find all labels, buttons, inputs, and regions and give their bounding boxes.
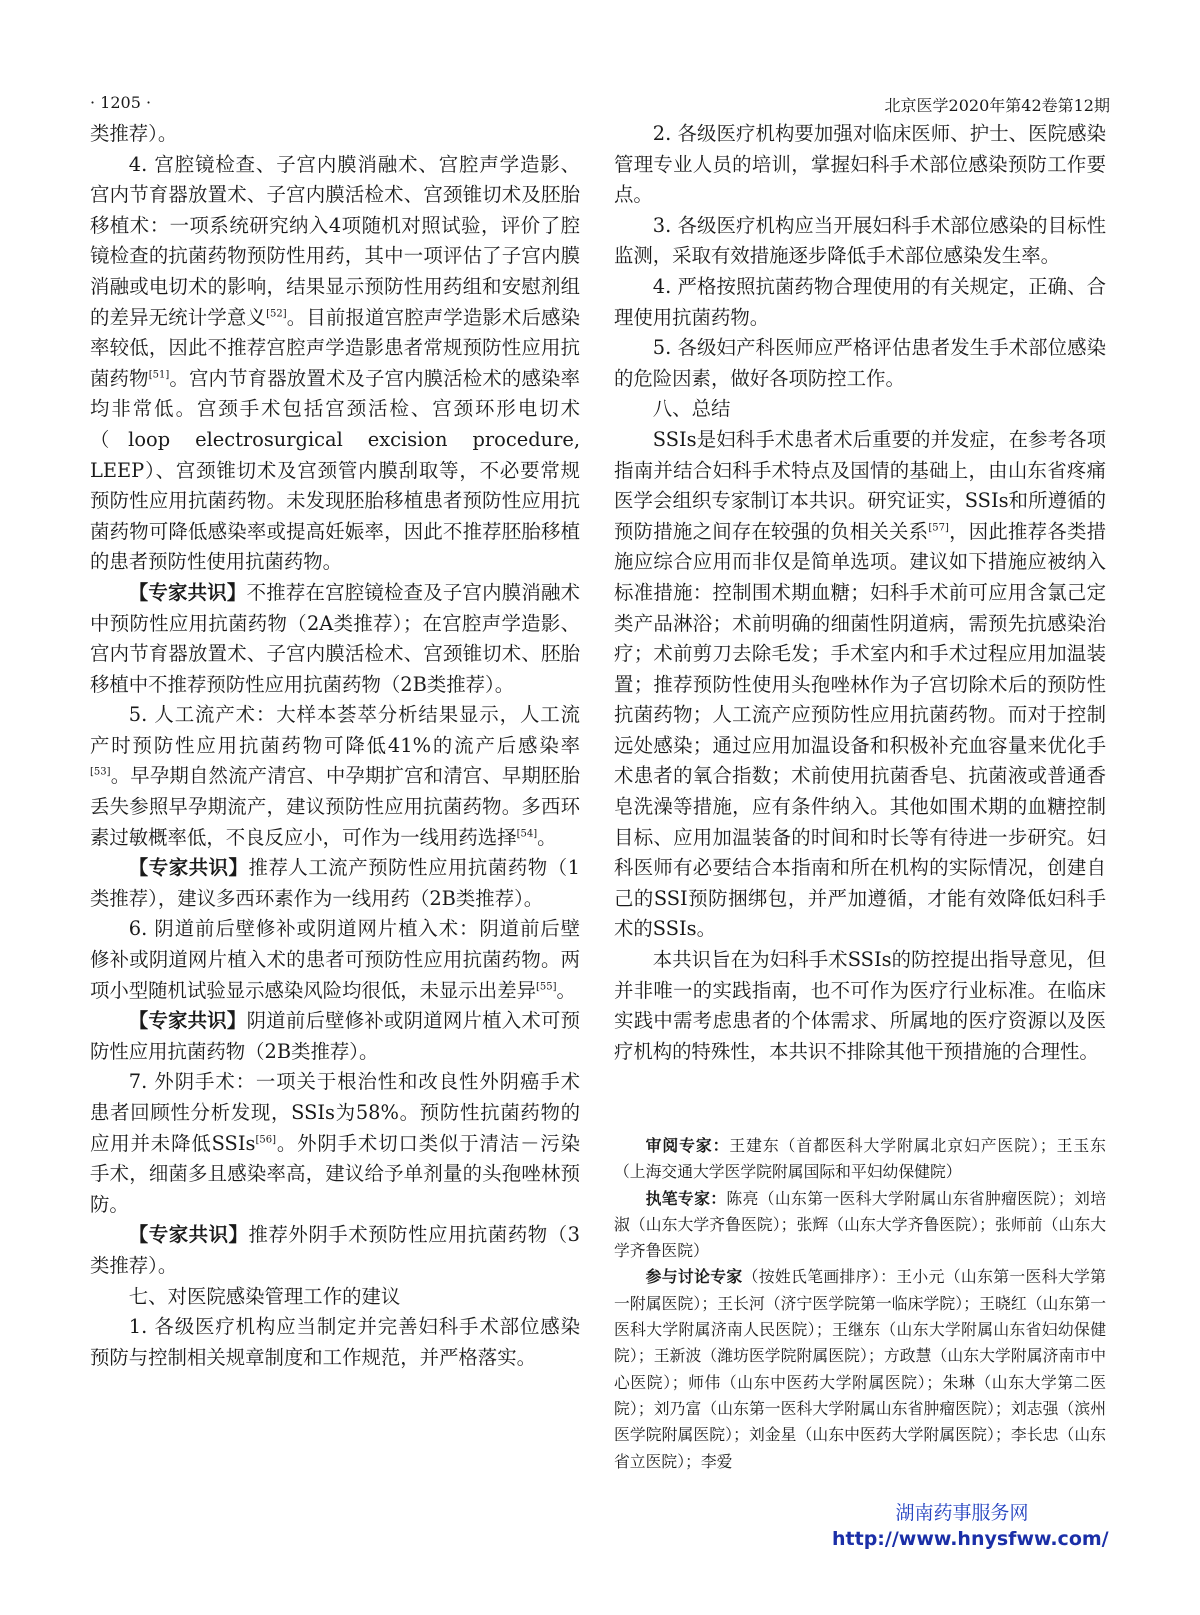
discussion-label: 参与讨论专家 bbox=[645, 1267, 743, 1287]
writing-experts: 执笔专家：陈亮（山东第一医科大学附属山东省肿瘤医院）；刘培淑（山东大学齐鲁医院）；张辉（山东大学齐鲁医院）；张师前（山东大学齐鲁医院） bbox=[614, 1188, 1106, 1261]
citation: [52] bbox=[266, 308, 287, 320]
section-heading: 八、总结 bbox=[652, 397, 731, 421]
paragraph: 4. 严格按照抗菌药物合理使用的有关规定，正确、合理使用抗菌药物。 bbox=[614, 274, 1106, 329]
citation: [56] bbox=[255, 1134, 276, 1146]
consensus-block: 【专家共识】不推荐在宫腔镜检查及子宫内膜消融术中预防性应用抗菌药物（2A类推荐）；在宫腔声学造影、宫内节育器放置术、子宫内膜活检术、宫颈锥切术、胚胎移植中不推荐预防性应用抗菌药物（2B类推荐）。 bbox=[90, 580, 581, 696]
contributors-block bbox=[614, 1133, 1106, 1475]
watermark bbox=[832, 1500, 1109, 1552]
citation: [53] bbox=[90, 767, 111, 778]
consensus-block: 【专家共识】推荐人工流产预防性应用抗菌药物（1类推荐），建议多西环素作为一线用药（2B类推荐）。 bbox=[90, 856, 581, 910]
paragraph: 类推荐）。 bbox=[90, 122, 178, 145]
consensus-block: 【专家共识】阴道前后壁修补或阴道网片植入术可预防性应用抗菌药物（2B类推荐）。 bbox=[90, 1009, 581, 1063]
consensus-block: 【专家共识】推荐外阴手术预防性应用抗菌药物（3类推荐）。 bbox=[90, 1223, 581, 1277]
citation: [55] bbox=[535, 981, 557, 993]
paragraph-disclaimer: 本共识旨在为妇科手术SSIs的防控提出指导意见，但并非唯一的实践指南，也不可作为医疗行业标准。在临床实践中需考虑患者的个体需求、所属地的医疗资源以及医疗机构的特殊性，本共识不排除其他干预措施的合理性。 bbox=[614, 948, 1106, 1063]
left-column bbox=[90, 119, 580, 1373]
watermark-url: http://www.hnysfww.com/ bbox=[832, 1528, 1109, 1550]
paragraph-vaginal-repair: 6. 阴道前后壁修补或阴道网片植入术：阴道前后壁修补或阴道网片植入术的患者可预防性应用抗菌药物。两项小型随机试验显示感染风险均很低，未显示出差异[55]。 bbox=[90, 917, 580, 1002]
consensus-label: 【专家共识】 bbox=[128, 580, 247, 604]
paragraph-summary: SSIs是妇科手术患者术后重要的并发症，在参考各项指南并结合妇科手术特点及国情的基础上，由山东省疼痛医学会组织专家制订本共识。研究证实，SSIs和所遵循的预防措施之间存在较强的负相关关系[57]，因此推荐各类措施应综合应用而非仅是简单选项。建议如下措施应被纳入标准措施：控制围术期血糖；妇科手术前可应用含氯己定类产品淋浴；术前明确的细菌性阴道病，需预先抗感染治疗；术前剪刀去除毛发；手术室内和手术过程应用加温装置；推荐预防性使用头孢唑林作为子宫切除术后的预防性抗菌药物；人工流产应预防性应用抗菌药物。而对于控制远处感染；通过应用加温设备和积极补充血容量来优化手术患者的氧合指数；术前使用抗菌香皂、抗菌液或普通香皂洗澡等措施，应有条件纳入。其他如围术期的血糖控制目标、应用加温装备的时间和时长等有待进一步研究。妇科医师有必要结合本指南和所在机构的实际情况，创建自己的SSI预防捆绑包，并严加遵循，才能有效降低妇科手术的SSIs。 bbox=[614, 427, 1106, 941]
paragraph-vulvar-surgery: 7. 外阴手术：一项关于根治性和改良性外阴癌手术患者回顾性分析发现，SSIs为58%。预防性抗菌药物的应用并未降低SSIs[56]。外阴手术切口类似于清洁－污染手术，细菌多且感染率高，建议给予单剂量的头孢唑林预防。 bbox=[90, 1070, 581, 1216]
paragraph-hysteroscopy: 4. 宫腔镜检查、子宫内膜消融术、宫腔声学造影、宫内节育器放置术、子宫内膜活检术、宫颈锥切术及胚胎移植术：一项系统研究纳入4项随机对照试验，评价了腔镜检查的抗菌药物预防性用药，其中一项评估了子宫内膜消融或电切术的影响，结果显示预防性用药组和安慰剂组的差异无统计学意义[52]。目前报道宫腔声学造影术后感染率较低，因此不推荐宫腔声学造影患者常规预防性应用抗菌药物[51]。宫内节育器放置术及子宫内膜活检术的感染率均非常低。宫颈手术包括宫颈活检、宫颈环形电切术（loop electrosurgical excision procedure, LEEP）、宫颈锥切术及宫颈管内膜刮取等，不必要常规预防性应用抗菌药物。未发现胚胎移植患者预防性应用抗菌药物可降低感染率或提高妊娠率，因此不推荐胚胎移植的患者预防性使用抗菌药物。 bbox=[90, 152, 581, 574]
review-experts: 审阅专家：王建东（首都医科大学附属北京妇产医院）；王玉东（上海交通大学医学院附属国际和平妇幼保健院） bbox=[614, 1136, 1106, 1182]
consensus-label: 【专家共识】 bbox=[128, 1223, 249, 1247]
journal-title: 北京医学2020年第42卷第12期 bbox=[884, 96, 1110, 115]
watermark-name: 湖南药事服务网 bbox=[895, 1502, 1029, 1524]
paragraph: 3. 各级医疗机构应当开展妇科手术部位感染的目标性监测，采取有效措施逐步降低手术部位感染发生率。 bbox=[614, 213, 1106, 268]
page-header bbox=[90, 93, 1110, 117]
right-column bbox=[614, 119, 1106, 1067]
writing-label: 执笔专家： bbox=[645, 1188, 727, 1208]
review-label: 审阅专家： bbox=[645, 1136, 730, 1155]
section-heading: 七、对医院感染管理工作的建议 bbox=[128, 1284, 401, 1308]
citation: [57] bbox=[928, 522, 949, 534]
consensus-label: 【专家共识】 bbox=[128, 856, 249, 880]
paragraph: 2. 各级医疗机构要加强对临床医师、护士、医院感染管理专业人员的培训，掌握妇科手术部位感染预防工作要点。 bbox=[614, 122, 1106, 207]
page-number: · 1205 · bbox=[90, 93, 152, 112]
citation: [54] bbox=[516, 828, 538, 840]
citation: [51] bbox=[148, 369, 170, 381]
paragraph: 1. 各级医疗机构应当制定并完善妇科手术部位感染预防与控制相关规章制度和工作规范，并严格落实。 bbox=[90, 1315, 580, 1369]
discussion-experts: 参与讨论专家（按姓氏笔画排序）：王小元（山东第一医科大学第一附属医院）；王长河（济宁医学院第一临床学院）；王晓红（山东第一医科大学附属济南人民医院）；王继东（山东大学附属山东省妇幼保健院）；王新波（潍坊医学院附属医院）；方政慧（山东大学附属济南市中心医院）；师伟（山东中医药大学附属医院）；朱琳（山东大学第二医院）；刘乃富（山东第一医科大学附属山东省肿瘤医院）；刘志强（滨州医学院附属医院）；刘金星（山东中医药大学附属医院）；李长忠（山东省立医院）；李爱 bbox=[614, 1267, 1106, 1471]
paragraph: 5. 各级妇产科医师应严格评估患者发生手术部位感染的危险因素，做好各项防控工作。 bbox=[614, 336, 1106, 390]
consensus-label: 【专家共识】 bbox=[128, 1009, 247, 1033]
paragraph-abortion: 5. 人工流产术：大样本荟萃分析结果显示，人工流产时预防性应用抗菌药物可降低41%的流产后感染率[53]。早孕期自然流产清宫、中孕期扩宫和清宫、早期胚胎丢失参照早孕期流产，建议预防性应用抗菌药物。多西环素过敏概率低，不良反应小，可作为一线用药选择[54]。 bbox=[90, 703, 580, 849]
